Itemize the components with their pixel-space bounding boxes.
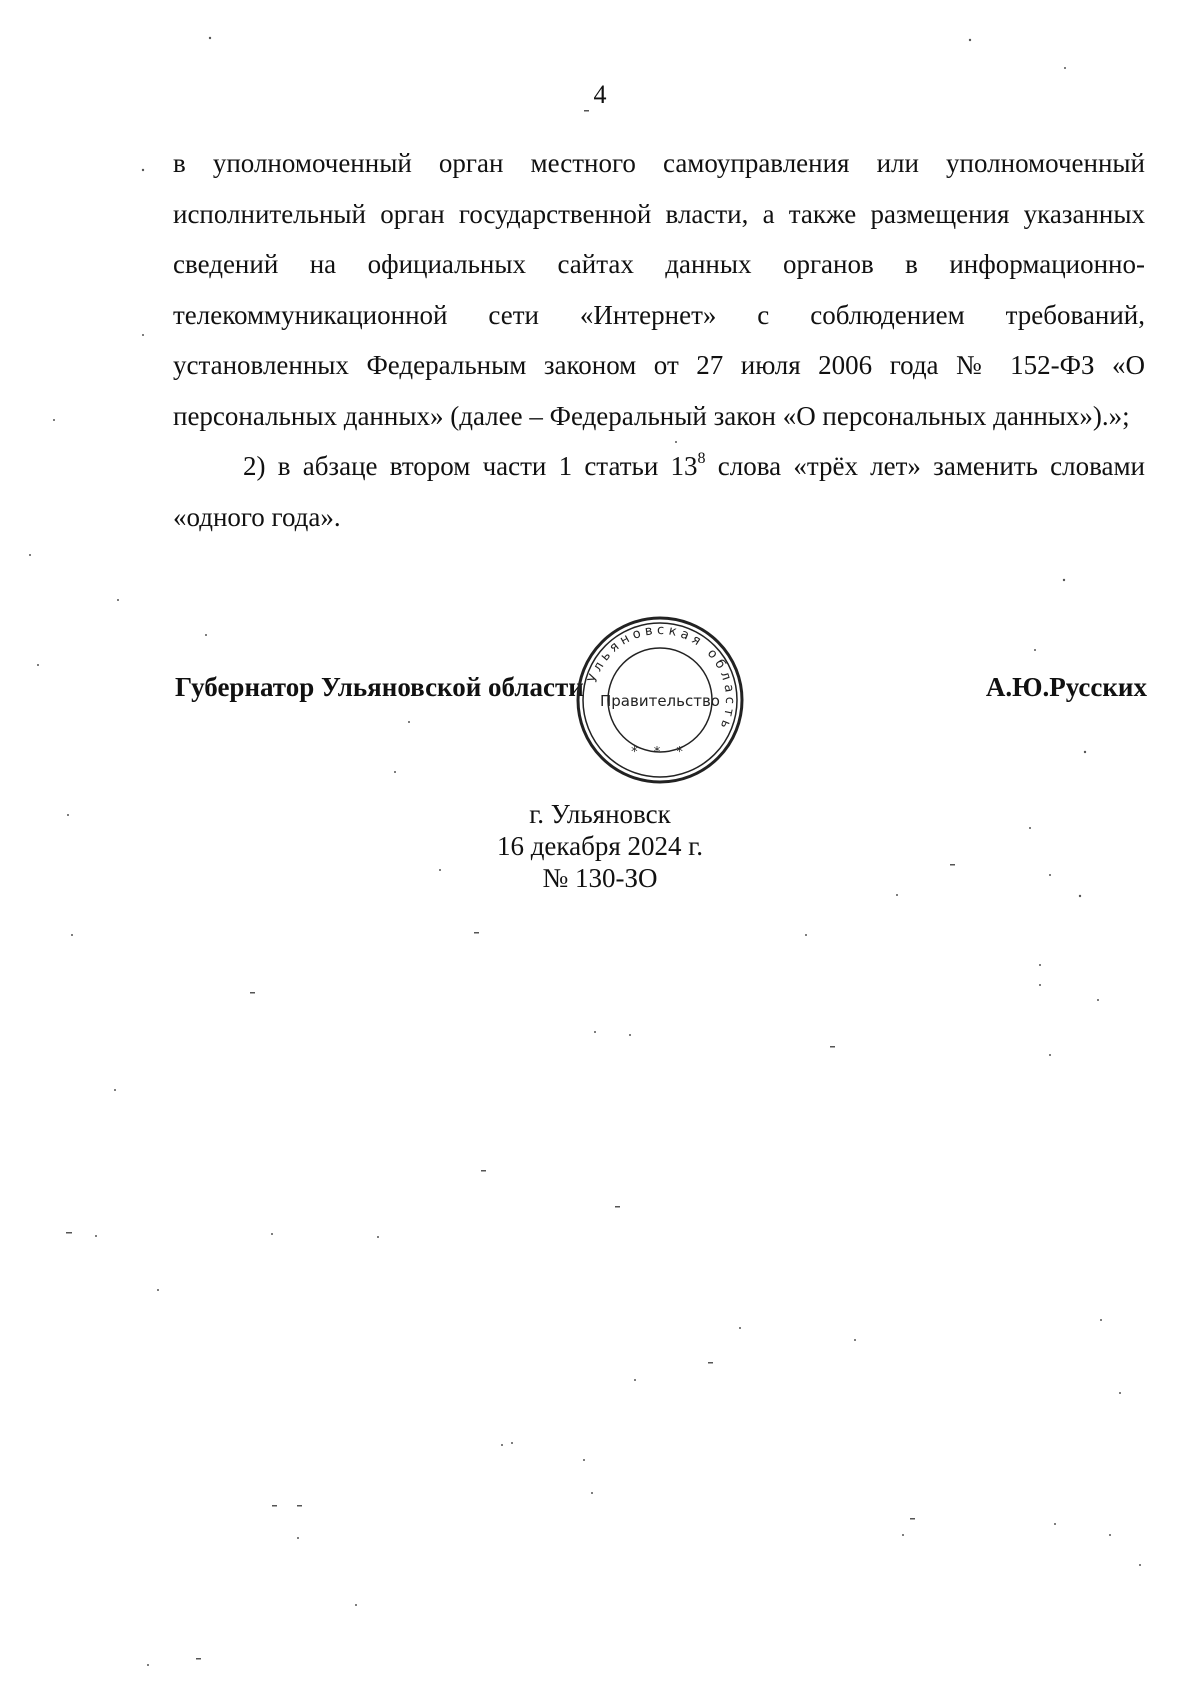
signatory-name: А.Ю.Русских [985,672,1147,702]
city-line: г. Ульяновск [529,799,671,829]
date-line: 16 декабря 2024 г. [496,831,704,861]
paragraph-amendment-2 [173,441,1145,542]
document-body [173,138,1145,542]
amendment-text-start: 2) в абзаце втором части 1 статьи 13 [243,451,698,481]
page-number: 4 [593,80,607,109]
seal-stars: * * * [631,745,689,760]
article-superscript: 8 [697,450,706,467]
paragraph-continuation: в уполномоченный орган местного самоуправления или уполномоченный исполнительный орган государственной власти, а также размещения указанных сведений на официальных сайтах данных органов в информационно-телекоммуникационной сети «Интернет» с соблюдением требований, установленных Федеральным законом от 27 июля 2006 года № 152-ФЗ «О персональных данных» (далее – Федеральный закон «О персональных данных»).»; [173,148,1145,431]
signatory-title: Губернатор Ульяновской области [175,672,584,702]
law-number-line: № 130-ЗО [542,863,658,893]
seal-ring-text: Ульяновская область [585,622,738,735]
place-date-number [0,798,1200,894]
amendment-text-end: слова «трёх лет» заменить словами «одного года». [173,451,1145,532]
seal-center-text: Правительство [600,692,720,710]
official-seal-stamp [574,614,746,786]
